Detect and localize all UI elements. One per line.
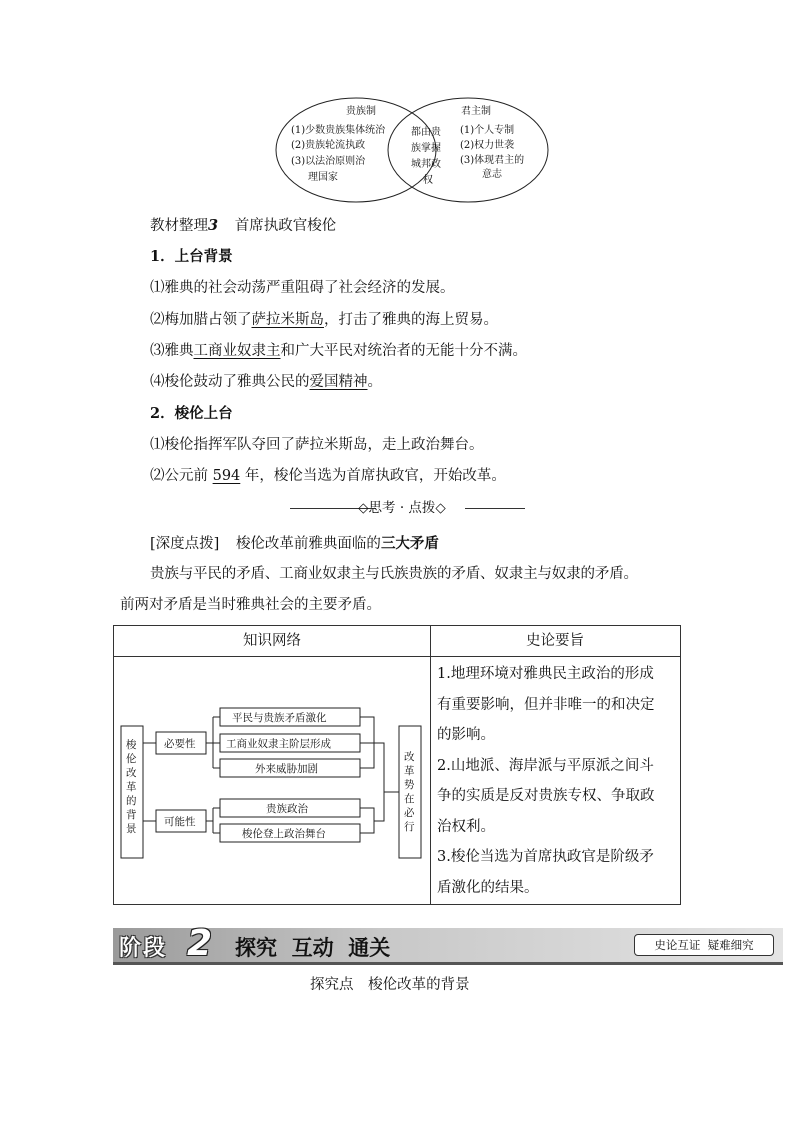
key-points	[437, 659, 677, 903]
item-text: ⑷梭伦鼓动了雅典公民的	[150, 374, 310, 390]
result-char: 行	[404, 821, 415, 833]
background-heading: 1．上台背景	[150, 248, 233, 265]
item-text: ⑴雅典的社会动荡严重阻碍了社会经济的发展。	[150, 280, 455, 296]
venn-center-item: 权	[423, 175, 433, 186]
venn-left-item: 理国家	[308, 172, 338, 183]
section-label: 教材整理	[150, 218, 208, 234]
root-char: 背	[126, 809, 137, 821]
deep-heading	[150, 535, 439, 553]
background-item	[150, 373, 382, 391]
deep-title-bold: 三大矛盾	[380, 535, 439, 552]
venn-diagram	[270, 95, 560, 207]
knowledge-network-diagram	[114, 656, 430, 904]
item-text: ⑵公元前	[150, 468, 213, 484]
venn-right-title: 君主制	[461, 106, 491, 117]
branch-label-possibility: 可能性	[164, 816, 196, 828]
root-char: 的	[126, 795, 137, 807]
table-header-points: 史论要旨	[526, 633, 584, 649]
item-text: 。	[367, 374, 382, 390]
connector	[360, 808, 374, 833]
underlined-answer: 萨拉米斯岛	[251, 312, 324, 328]
background-item	[150, 342, 527, 360]
key-point-line: 争的实质是反对贵族专权、争取政	[437, 788, 655, 804]
deep-tag: [深度点拨]	[150, 536, 220, 552]
table-header-network: 知识网络	[243, 633, 301, 649]
think-divider-label: ◇思考 · 点拨◇	[358, 500, 446, 516]
deep-title: 梭伦改革前雅典面临的	[235, 536, 381, 552]
item-text: ，打击了雅典的海上贸易。	[324, 312, 498, 328]
knowledge-table	[113, 625, 681, 905]
item-text: ⑶雅典	[150, 343, 194, 359]
venn-left-item: (3)以法治原则治	[291, 156, 366, 167]
item-label: 梭伦登上政治舞台	[242, 828, 326, 840]
background-item	[150, 279, 455, 297]
venn-center-item: 城邦政	[411, 159, 441, 170]
result-char: 必	[404, 807, 415, 819]
explore-heading	[310, 976, 470, 994]
item-label: 平民与贵族矛盾激化	[232, 712, 327, 724]
venn-left-item: (1)少数贵族集体统治	[291, 125, 386, 136]
underlined-answer: 594	[212, 468, 241, 484]
deep-paragraph-line: 贵族与平民的矛盾、工商业奴隶主与氏族贵族的矛盾、奴隶主与奴隶的矛盾。	[150, 566, 638, 582]
venn-center-item: 都由贵	[411, 127, 441, 138]
key-point-line: 的影响。	[437, 727, 495, 743]
explore-label: 探究点	[310, 977, 354, 993]
item-label: 外来威胁加剧	[255, 763, 318, 775]
key-point-line: 有重要影响，但并非唯一的和决定	[437, 696, 655, 713]
item-label: 工商业奴隶主阶层形成	[226, 738, 331, 750]
key-point-line: 2.山地派、海岸派与平原派之间斗	[437, 757, 654, 774]
result-char: 势	[404, 779, 415, 791]
underlined-answer: 工商业奴隶主	[193, 343, 281, 359]
root-char: 景	[126, 823, 137, 835]
rise-item	[150, 436, 484, 454]
item-text: ⑵梅加腊占领了	[150, 312, 252, 328]
key-point-line: 治权利。	[437, 818, 495, 835]
result-box	[399, 726, 421, 858]
rise-item	[150, 467, 506, 485]
venn-left-title: 贵族制	[346, 106, 376, 117]
background-item	[150, 311, 498, 329]
rise-heading: 2．梭伦上台	[150, 405, 233, 422]
table-column-divider	[430, 626, 431, 904]
deep-paragraph-line: 前两对矛盾是当时雅典社会的主要矛盾。	[120, 597, 381, 613]
result-char: 革	[404, 765, 415, 777]
venn-right-item: (2)权力世袭	[460, 140, 515, 151]
banner-title: 探究 互动 通关	[235, 935, 391, 960]
root-char: 改	[126, 767, 137, 779]
section-number: 3	[208, 217, 219, 234]
divider-line-right	[465, 508, 525, 509]
explore-title: 梭伦改革的背景	[368, 977, 470, 993]
result-char: 在	[404, 793, 415, 805]
venn-left-item: (2)贵族轮流执政	[291, 140, 366, 151]
connector	[374, 743, 384, 821]
stage-label: 阶段	[119, 935, 168, 961]
root-char: 革	[126, 781, 137, 793]
root-char: 梭	[126, 739, 137, 751]
section-heading	[150, 217, 336, 235]
item-text: 和广大平民对统治者的无能十分不满。	[280, 343, 527, 359]
stage-number: 2	[187, 923, 213, 964]
venn-right-item: 意志	[482, 169, 502, 180]
venn-center-item: 族掌握	[411, 143, 441, 154]
branch-label-necessity: 必要性	[164, 738, 196, 750]
result-char: 改	[404, 751, 415, 763]
key-point-line: 3.梭伦当选为首席执政官是阶级矛	[437, 849, 654, 865]
item-text: ⑴梭伦指挥军队夺回了萨拉米斯岛，走上政治舞台。	[150, 437, 484, 453]
underlined-answer: 爱国精神	[309, 374, 368, 390]
item-label: 贵族政治	[266, 803, 308, 815]
key-point-line: 1.地理环境对雅典民主政治的形成	[437, 666, 654, 682]
item-text: 年，梭伦当选为首席执政官，开始改革。	[240, 468, 506, 484]
venn-right-item: (1)个人专制	[460, 125, 515, 136]
key-point-line: 盾激化的结果。	[437, 879, 539, 896]
stage-banner	[113, 923, 783, 966]
root-char: 伦	[126, 753, 137, 765]
banner-tagline: 史论互证 疑难细究	[634, 934, 774, 956]
section-title: 首席执政官梭伦	[234, 218, 337, 234]
venn-right-item: (3)体现君主的	[460, 155, 525, 166]
